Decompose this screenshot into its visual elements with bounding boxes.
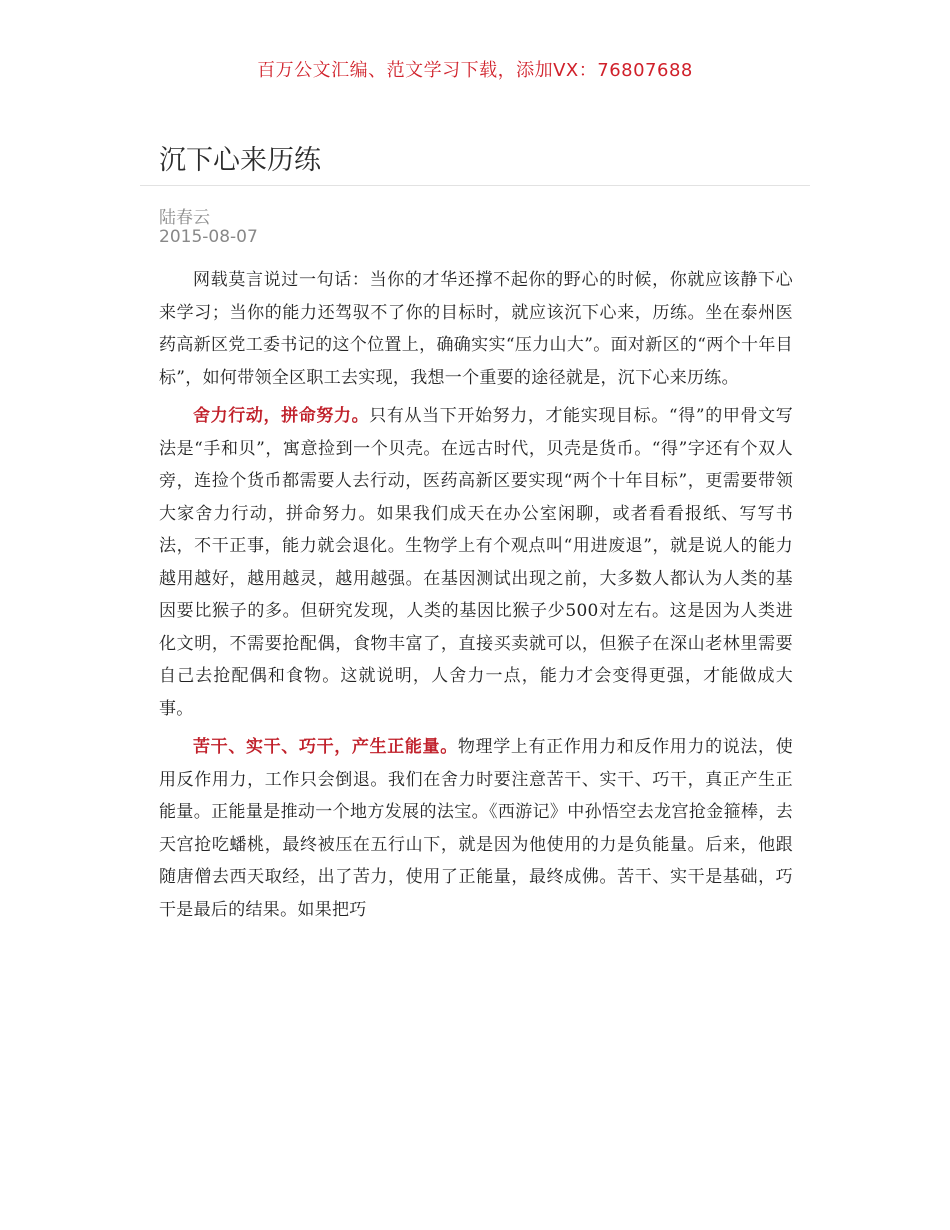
paragraph-3 xyxy=(159,731,793,926)
title-divider xyxy=(140,185,810,186)
paragraph-2 xyxy=(159,400,793,725)
paragraph-2-heading: 舍力行动，拼命努力。 xyxy=(193,406,370,426)
article-body xyxy=(159,264,793,932)
paragraph-1: 网载莫言说过一句话：当你的才华还撑不起你的野心的时候，你就应该静下心来学习；当你的能力还驾驭不了你的目标时，就应该沉下心来，历练。坐在泰州医药高新区党工委书记的这个位置上，确确实实“压力山大”。面对新区的“两个十年目标”，如何带领全区职工去实现，我想一个重要的途径就是，沉下心来历练。 xyxy=(159,270,793,388)
article-author: 陆春云 xyxy=(159,208,210,228)
paragraph-3-heading: 苦干、实干、巧干，产生正能量。 xyxy=(193,737,458,757)
paragraph-2-body: 只有从当下开始努力，才能实现目标。“得”的甲骨文写法是“手和贝”，寓意捡到一个贝壳。在远古时代，贝壳是货币。“得”字还有个双人旁，连捡个货币都需要人去行动，医药高新区要实现“两个十年目标”，更需要带领大家舍力行动，拼命努力。如果我们成天在办公室闲聊，或者看看报纸、写写书法，不干正事，能力就会退化。生物学上有个观点叫“用进废退”，就是说人的能力越用越好，越用越灵，越用越强。在基因测试出现之前，大多数人都认为人类的基因要比猴子的多。但研究发现，人类的基因比猴子少500对左右。这是因为人类进化文明，不需要抢配偶，食物丰富了，直接买卖就可以，但猴子在深山老林里需要自己去抢配偶和食物。这就说明，人舍力一点，能力才会变得更强，才能做成大事。 xyxy=(159,406,794,719)
article-date: 2015-08-07 xyxy=(159,227,258,247)
promo-banner: 百万公文汇编、范文学习下载，添加VX：76807688 xyxy=(257,60,693,81)
paragraph-3-body: 物理学上有正作用力和反作用力的说法，使用反作用力，工作只会倒退。我们在舍力时要注意苦干、实干、巧干，真正产生正能量。正能量是推动一个地方发展的法宝。《西游记》中孙悟空去龙宫抢金箍棒，去天宫抢吃蟠桃，最终被压在五行山下，就是因为他使用的力是负能量。后来，他跟随唐僧去西天取经，出了苦力，使用了正能量，最终成佛。苦干、实干是基础，巧干是最后的结果。如果把巧 xyxy=(159,737,794,920)
article-title: 沉下心来历练 xyxy=(159,145,321,176)
